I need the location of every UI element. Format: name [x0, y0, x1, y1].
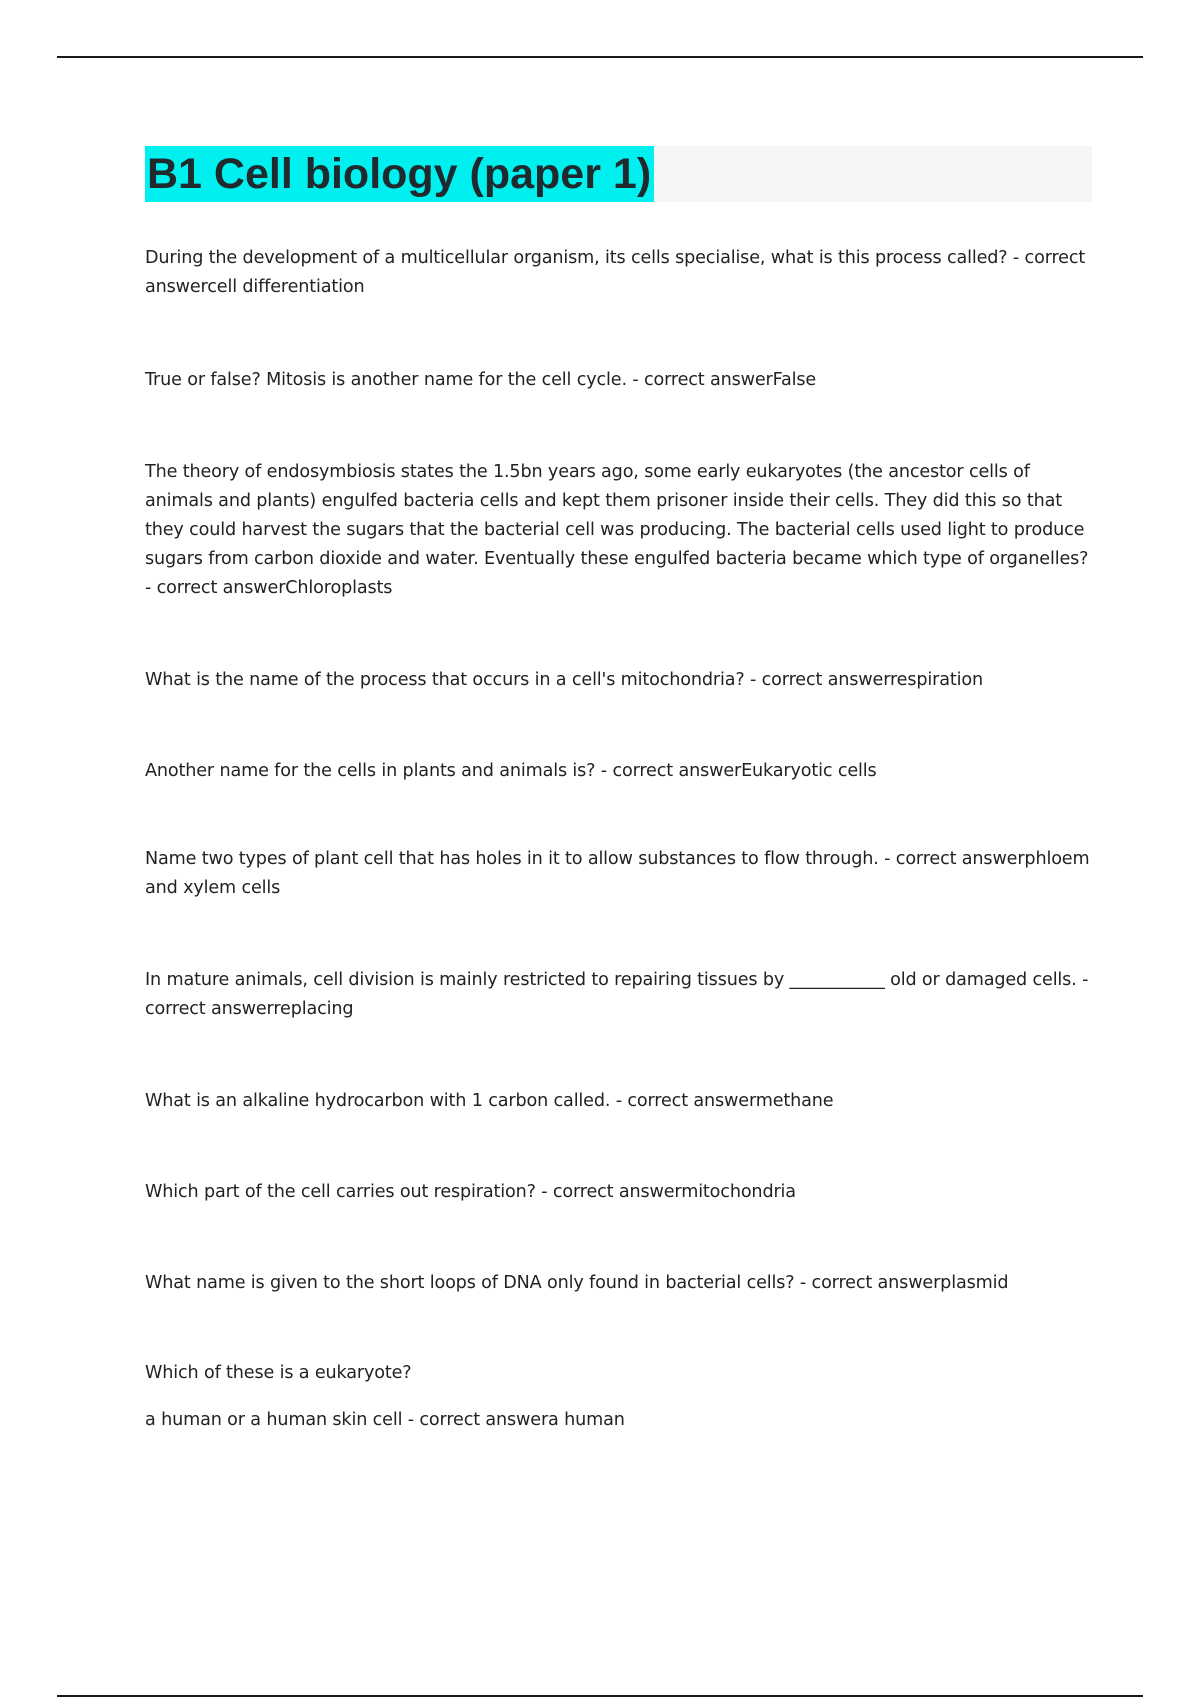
- qa-item-10: What name is given to the short loops of DNA only found in bacterial cells? - correct answerplasmid: [145, 1273, 1009, 1293]
- qa-item-1: During the development of a multicellular organism, its cells specialise, what is this process called? - correct answercell differentiation: [145, 248, 1086, 297]
- qa-item-3: The theory of endosymbiosis states the 1.5bn years ago, some early eukaryotes (the ancestor cells of animals and plants) engulfed bacteria cells and kept them prisoner inside their cells. They did this so that they could harvest the sugars that the bacterial cell was producing. The bacterial cells used light to produce sugars from carbon dioxide and water. Eventually these engulfed bacteria became which type of organelles? - correct answerChloroplasts: [145, 462, 1089, 598]
- qa-item-9: Which part of the cell carries out respiration? - correct answermitochondria: [145, 1182, 796, 1202]
- qa-item-6: Name two types of plant cell that has holes in it to allow substances to flow through. - correct answerphloem and xylem cells: [145, 849, 1090, 898]
- qa-item-12: a human or a human skin cell - correct answera human: [145, 1410, 625, 1430]
- qa-item-7: In mature animals, cell division is mainly restricted to repairing tissues by ___________ old or damaged cells. - correct answerreplacing: [145, 970, 1089, 1019]
- qa-item-5: Another name for the cells in plants and animals is? - correct answerEukaryotic cells: [145, 761, 877, 781]
- qa-item-8: What is an alkaline hydrocarbon with 1 carbon called. - correct answermethane: [145, 1091, 834, 1111]
- qa-item-11: Which of these is a eukaryote?: [145, 1363, 412, 1383]
- page-title: B1 Cell biology (paper 1): [145, 146, 654, 202]
- bottom-divider: [57, 1695, 1143, 1697]
- qa-item-2: True or false? Mitosis is another name for the cell cycle. - correct answerFalse: [145, 370, 817, 390]
- qa-item-4: What is the name of the process that occurs in a cell's mitochondria? - correct answerrespiration: [145, 670, 983, 690]
- top-divider: [57, 56, 1143, 58]
